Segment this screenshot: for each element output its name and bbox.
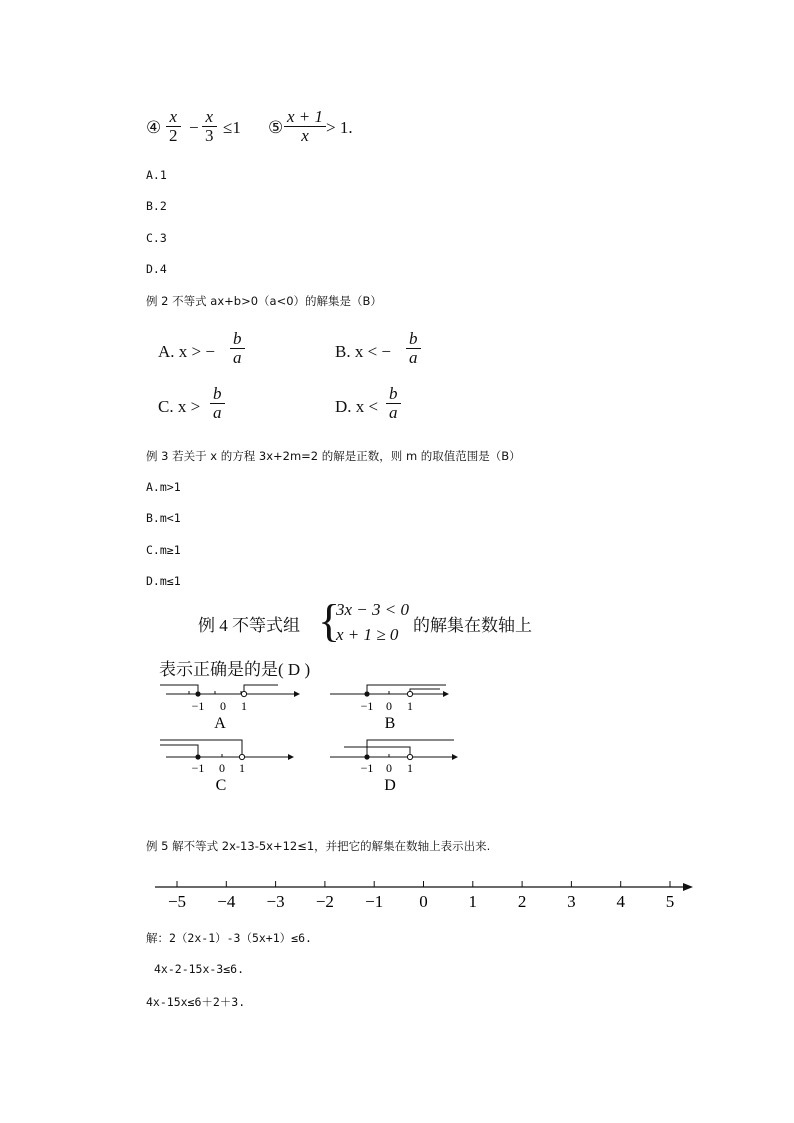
fraction-x-over-3: $\frac{x}{3}$	[202, 108, 217, 145]
panel-label: A	[214, 715, 226, 732]
example-4-stem-line2: 表示正确是的是( D )	[159, 660, 311, 679]
tick-label-0: 0	[220, 699, 226, 713]
example-4-stem-prefix: 例 4 不等式组	[198, 616, 300, 635]
hollow-point-1	[241, 691, 246, 696]
tick-label-0: 0	[386, 699, 392, 713]
ray-lower	[344, 747, 410, 757]
axis-arrow	[683, 883, 693, 891]
system-brace: {	[318, 595, 341, 646]
tick-label-1: −4	[217, 892, 236, 911]
solution-line-2: 4x-2-15x-3≤6.	[154, 962, 245, 976]
tick-label-10: 5	[665, 892, 675, 911]
tick-label-1: 1	[407, 761, 413, 775]
solid-point-neg1	[364, 754, 369, 759]
tick-label-8: 3	[567, 892, 576, 911]
ray-lower	[410, 689, 440, 694]
system-line-1: 3x − 3 < 0	[336, 600, 409, 619]
tick-label-neg1: −1	[360, 761, 374, 775]
panel-label: C	[215, 777, 227, 794]
number-line-panel-b	[330, 680, 460, 740]
ray-left	[160, 685, 198, 694]
tick-label-7: 2	[517, 892, 527, 911]
example-2-stem: 例 2 不等式 ax+b>0（a<0）的解集是（B）	[146, 294, 382, 308]
tick-label-3: −2	[315, 892, 334, 911]
tick-label-1: 1	[407, 699, 413, 713]
axis-ticks	[168, 881, 674, 911]
solution-line-3: 4x-15x≤6＋2＋3.	[146, 995, 246, 1009]
number-line-panel-d	[330, 735, 470, 795]
number-line-ex5	[155, 875, 700, 915]
tick-label-neg1: −1	[191, 761, 205, 775]
tick-label-0: 0	[219, 761, 225, 775]
panel-label: B	[384, 715, 396, 732]
example-5-stem: 例 5 解不等式 2x-13-5x+12≤1，并把它的解集在数轴上表示出来.	[146, 839, 491, 853]
example-3-option-c: C.m≥1	[146, 543, 181, 557]
hollow-point-1	[407, 691, 412, 696]
ray-upper	[160, 740, 242, 757]
example-3-option-d: D.m≤1	[146, 574, 181, 588]
number-line-panel-c	[160, 735, 300, 795]
prev-option-b: B.2	[146, 199, 167, 213]
solid-point-neg1	[195, 754, 200, 759]
relation-le-1: ≤1	[223, 118, 241, 137]
tick-label-0: 0	[386, 761, 392, 775]
solid-point-neg1	[195, 691, 200, 696]
number-line-panel-a	[160, 680, 300, 740]
relation-gt-1: > 1.	[326, 118, 353, 137]
hollow-point-1	[239, 754, 244, 759]
example-3-option-a: A.m>1	[146, 480, 181, 494]
axis-arrow	[452, 754, 458, 760]
prev-option-a: A.1	[146, 168, 167, 182]
fraction-x-over-2: $\frac{x}{2}$	[166, 108, 181, 145]
prev-option-c: C.3	[146, 231, 167, 245]
circle-number-5: ⑤	[268, 118, 284, 137]
tick-label-2: −3	[266, 892, 285, 911]
prev-option-d: D.4	[146, 262, 167, 276]
tick-label-1: 1	[241, 699, 247, 713]
tick-label-1: 1	[239, 761, 245, 775]
axis-arrow	[294, 691, 300, 697]
tick-label-0: −5	[167, 892, 187, 911]
example-3-option-b: B.m<1	[146, 511, 181, 525]
hollow-point-1	[407, 754, 412, 759]
circle-number-4: ④	[146, 118, 162, 137]
tick-label-neg1: −1	[191, 699, 205, 713]
example-4-stem-suffix: 的解集在数轴上	[413, 616, 532, 635]
panel-label: D	[384, 777, 396, 794]
ray-lower	[160, 745, 198, 757]
example-3-stem: 例 3 若关于 x 的方程 3x+2m=2 的解是正数，则 m 的取值范围是（B）	[146, 449, 521, 463]
tick-label-9: 4	[616, 892, 625, 911]
tick-label-4: −1	[365, 892, 384, 911]
tick-label-6: 1	[468, 892, 478, 911]
system-line-2: x + 1 ≥ 0	[336, 625, 399, 644]
axis-arrow	[288, 754, 294, 760]
solid-point-neg1	[364, 691, 369, 696]
tick-label-5: 0	[419, 892, 428, 911]
solution-line-1: 解：2（2x-1）-3（5x+1）≤6.	[146, 931, 312, 945]
tick-label-neg1: −1	[360, 699, 374, 713]
minus-sign: −	[189, 118, 199, 137]
ray-right	[244, 685, 278, 694]
fraction-x-plus-1-over-x: $\frac{x + 1}{x}$	[284, 108, 326, 145]
axis-arrow	[443, 691, 449, 697]
